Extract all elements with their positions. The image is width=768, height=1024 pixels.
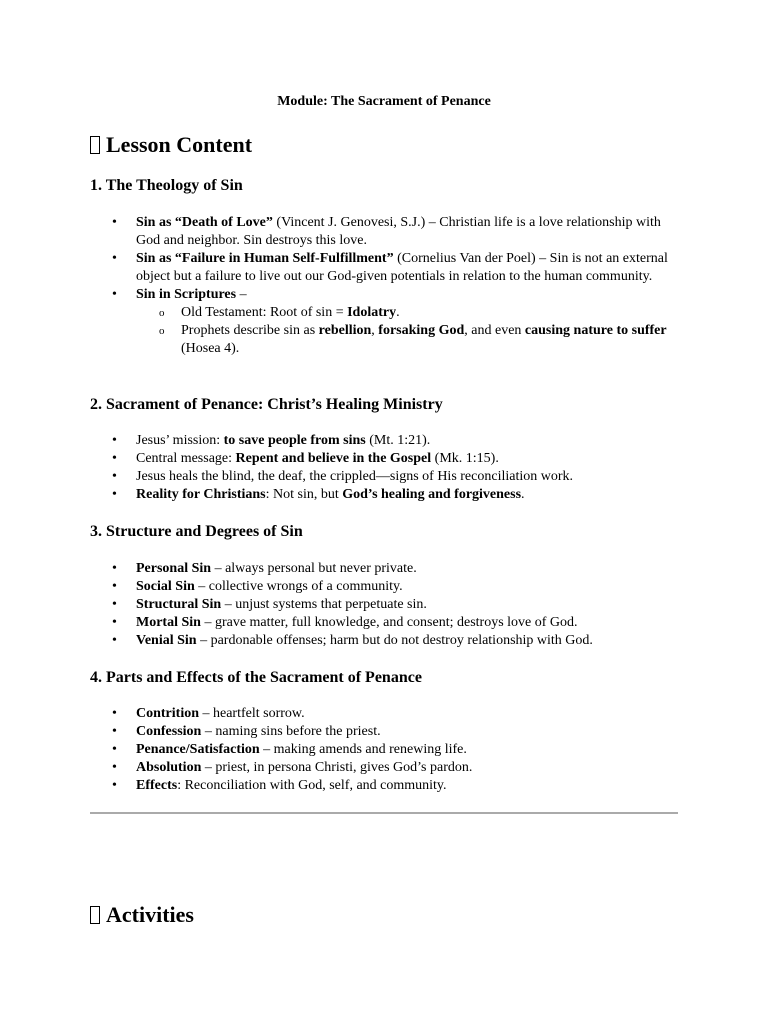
list-item: • Mortal Sin – grave matter, full knowledge, and consent; destroys love of God. (90, 614, 680, 632)
list-item: • Contrition – heartfelt sorrow. (90, 705, 680, 723)
section-4-heading: 4. Parts and Effects of the Sacrament of Penance (90, 669, 422, 686)
section-1-heading: 1. The Theology of Sin (90, 177, 243, 194)
missing-glyph-icon (90, 906, 100, 924)
list-item: • Structural Sin – unjust systems that perpetuate sin. (90, 596, 680, 614)
list-item: • Confession – naming sins before the priest. (90, 723, 680, 741)
list-item: • Jesus heals the blind, the deaf, the crippled—signs of His reconciliation work. (90, 468, 680, 486)
list-item: • Reality for Christians: Not sin, but God’s healing and forgiveness. (90, 486, 680, 504)
list-item: • Venial Sin – pardonable offenses; harm but do not destroy relationship with God. (90, 632, 680, 650)
list-item: • Jesus’ mission: to save people from sins (Mt. 1:21). (90, 432, 680, 450)
section-4-list (90, 705, 680, 795)
sub-list-item: o Prophets describe sin as rebellion, forsaking God, and even causing nature to suffer (Hosea 4). (91, 322, 680, 358)
list-item: • Absolution – priest, in persona Christi, gives God’s pardon. (90, 759, 680, 777)
sub-list-item: o Old Testament: Root of sin = Idolatry. (91, 304, 680, 322)
list-item: • Penance/Satisfaction – making amends and renewing life. (90, 741, 680, 759)
list-item: • Social Sin – collective wrongs of a community. (90, 578, 680, 596)
list-item: • Sin in Scriptures – o Old Testament: Root of sin = Idolatry. o Prophets describe sin as rebellion, forsaking God, and even causing nature to suffer (Hosea 4). (90, 286, 680, 358)
lesson-content-heading (90, 132, 252, 158)
list-item: • Central message: Repent and believe in the Gospel (Mk. 1:15). (90, 450, 680, 468)
section-3-heading: 3. Structure and Degrees of Sin (90, 523, 303, 540)
section-2-heading: 2. Sacrament of Penance: Christ’s Healing Ministry (90, 396, 443, 413)
list-item: • Personal Sin – always personal but never private. (90, 560, 680, 578)
activities-heading (90, 902, 194, 928)
scripture-sublist (136, 304, 680, 358)
section-2-list (90, 432, 680, 504)
list-item: • Sin as “Failure in Human Self-Fulfillment” (Cornelius Van der Poel) – Sin is not an external object but a failure to live out our God-given potentials in relation to the human community. (90, 250, 680, 286)
activities-label: Activities (106, 902, 194, 927)
module-title: Module: The Sacrament of Penance (277, 94, 491, 109)
section-3-list (90, 560, 680, 650)
horizontal-rule (90, 812, 678, 814)
lesson-content-label: Lesson Content (106, 132, 253, 157)
section-1-list (90, 214, 680, 358)
list-item: • Sin as “Death of Love” (Vincent J. Genovesi, S.J.) – Christian life is a love relationship with God and neighbor. Sin destroys this love. (90, 214, 680, 250)
missing-glyph-icon (90, 136, 100, 154)
list-item: • Effects: Reconciliation with God, self, and community. (90, 777, 680, 795)
